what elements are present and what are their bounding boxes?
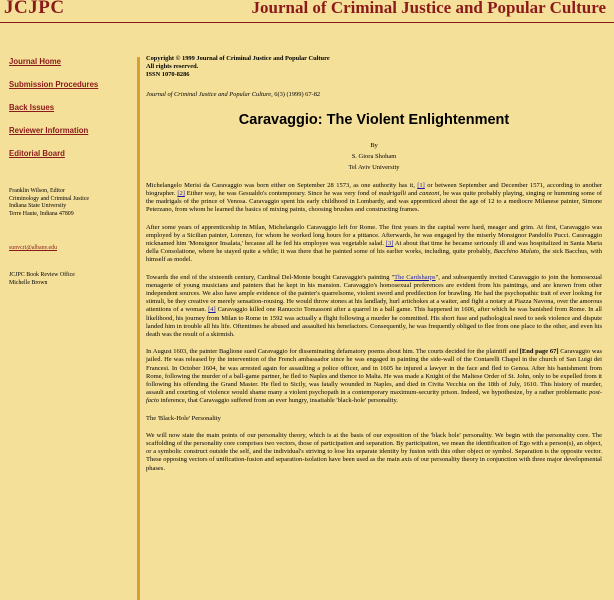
byline: [146, 140, 602, 173]
nav-editorial-board[interactable]: Editorial Board: [9, 149, 65, 158]
text-run: and: [406, 189, 420, 197]
review-line: JCJPC Book Review Office: [9, 272, 75, 278]
citation-volume: , 6(3) (1999) 67-82: [271, 91, 321, 99]
text-run: or between September and December 1571, according to another biographer.: [146, 181, 602, 197]
paragraph: [146, 182, 602, 215]
article-body: [146, 55, 602, 473]
editor-address: [9, 188, 89, 218]
italic-term: Bacchino Malato: [493, 248, 540, 256]
text-run: Caravaggio was jailed. He was released by the intervention of the French ambassador since he was engaged in painting the side-wall of the Contarelli Chapel in the church of San Luigi dei Francesi. In October 1604, he was arrested again for assaulting a police officer, and in 1605 he injured a lawyer in the face and fled to Genoa. After his banishment from Rome, following the murder of a ball-game partner, he fled to Naples and thence to Malta. He was made a Knight of the Maltese Order of St. John, only to be expelled from it following his offending the Grand Master. He fled to Sicily, was fatally wounded in Naples, and died in Civita Vecchia on the 18th of July, 1610. This history of murder, assault and courting of violence would shame many a violent psychopath in a contemporary maximum-security prison. Indeed, we hypothesize, by a rather problematic: [146, 348, 602, 397]
book-review-office: [9, 272, 75, 287]
copyright-notice: [146, 55, 602, 79]
italic-term: post-facto: [146, 389, 602, 405]
paragraph: [146, 348, 602, 405]
citation-journal: Journal of Criminal Justice and Popular Culture: [146, 91, 272, 99]
site-logo[interactable]: JCJPC: [4, 0, 65, 18]
copyright-line: Copyright © 1999 Journal of Criminal Justice and Popular Culture: [146, 55, 330, 62]
text-run: inference, that Caravaggio suffered from an ever hungry, insatiable 'black-hole' personality.: [159, 397, 398, 405]
editor-line: Criminology and Criminal Justice: [9, 195, 90, 202]
text-run: Towards the end of the sixteenth century, Cardinal Del-Monte bought Caravaggio's painting ": [146, 273, 395, 281]
copyright-line: All rights reserved.: [146, 63, 199, 71]
site-header: [0, 0, 614, 23]
footnote-link[interactable]: [1]: [417, 181, 425, 189]
review-line: Michelle Brown: [9, 279, 48, 286]
sidebar-divider: [137, 57, 140, 600]
text-run: Michelangelo Merisi da Caravaggio was born either on September 28 1573, as one authority has it,: [146, 181, 418, 189]
footnote-link[interactable]: [3]: [385, 239, 394, 247]
nav-back-issues[interactable]: Back Issues: [9, 103, 55, 112]
text-run: , the sick Bacchus, with himself as model.: [146, 248, 602, 264]
text-run: Either way, he was Gesualdo's contemporary. Since he was very fond of: [184, 189, 379, 197]
text-run: ", and subsequently invited Caravaggio to join the homosexual menagerie of young musicians and painters that he kept in his mansion. Caravaggio's homosexual preferences are evident from his paintings, and are known from other independent sources. We also have ample evidence of the painter's quarrelsome, violent sword and predilection for brawling. He had the psychopathic trait of ever looking for stimuli, be they creative or merely sensation-rousing. He would throw stones at his landlady, hurl artichokes at a waiter, and fight a notary at Piazza Navona, over the amorous attentions of a woman.: [146, 273, 602, 314]
sidebar: [0, 40, 135, 600]
section-heading: The 'Black-Hole' Personality: [146, 414, 221, 422]
paragraph: [146, 224, 602, 265]
editor-email-link[interactable]: sunvcri@albany.edu: [9, 245, 58, 251]
article-title: Caravaggio: The Violent Enlightenment: [238, 112, 510, 129]
author-name: S. Giora Shoham: [351, 152, 397, 160]
nav-submission-procedures[interactable]: Submission Procedures: [9, 80, 99, 89]
author-affiliation: Tel Aviv University: [348, 163, 400, 171]
nav-reviewer-information[interactable]: Reviewer Information: [9, 126, 89, 135]
italic-term: madrigalli: [378, 189, 407, 197]
journal-title[interactable]: Journal of Criminal Justice and Popular Culture: [251, 0, 606, 17]
page-marker: [End page 67]: [519, 348, 559, 356]
italic-term: canzoni: [419, 189, 440, 197]
paragraph: We will now state the main points of our personality theory, which is at the basis of our exposition of the 'black hole' personality. We begin with the personality core. The scaffolding of the personality core comprises two vectors, those of participation and separation. By participation, we mean the identification of Ego with a person(s), an object, or a symbolic construct outside the self, and the individual's striving to lose his separate identity by fusion with this other object or symbol. Separation is the opposite vector. These opposing vectors of unification-fusion and separation-isolation have been used as the main axis of our personality theory in conjunction with three major developmental phases.: [146, 431, 602, 472]
byline-by: By: [370, 141, 378, 149]
copyright-line: ISSN 1070-8286: [146, 71, 190, 79]
editor-line: Indiana State University: [9, 203, 67, 209]
text-run: , he was quite probably playing, singing or humming some of the madrigals of the prince of Venosa. Caravaggio spent his early childhood in Lombardy, and was apprenticed about the age of 12 to a mediocre Milanese painter, Simone Peterzano, from whom he learned the basics of mixing paints, choosing brushes and constructing frames.: [146, 189, 603, 214]
text-run: In August 1603, the painter Baglione sued Caravaggio for disseminating defamatory poems about him. The courts decided for the plaintiff and: [146, 348, 520, 356]
text-run: After some years of apprenticeship in Milan, Michelangelo Caravaggio left for Rome. The first years in the capital were hard, meager and grim. At first, Caravaggio was employed by a Sicilian painter, Lorenzo, for whom he worked long hours for a pittance. Afterwards, he was engaged by the miserly Monsignor Pandolfo Pucci. Caravaggio nicknamed him 'Monsignor Insalata,' because all he fed his employee was vegetable salad.: [146, 223, 602, 247]
footnote-link[interactable]: [2]: [177, 189, 185, 197]
editor-line: Terre Haute, Indiana 47809: [9, 210, 74, 217]
footnote-link[interactable]: [4]: [208, 306, 216, 314]
nav-journal-home[interactable]: Journal Home: [9, 57, 61, 66]
paragraph: [146, 274, 602, 340]
text-run: Caravaggio killed one Ranuccio Tomassoni after a quarrel in a ball game. This happened in 1606, after which he was banished from Rome. In all likelihood, his journey from Milan to Rome in 1592 was actually a flight following a murder he committed. His short fuse and pathological need to seek violence and dispute landed him in trouble all his life. Oftentimes he abused and assaulted his benefactors. Consequently, he was frequently obliged to flee from one place to the other, and even his death was the result of a skirmish.: [146, 306, 602, 338]
editor-line: Franklin Wilson, Editor: [9, 188, 65, 194]
text-run: At about that time he became seriously ill and was hospitalized in Santa Maria della Consolatione, where he stayed quite a while; it was there that he painted some of his earlier works, including, quite probably,: [146, 239, 602, 256]
citation: [146, 91, 602, 99]
painting-link[interactable]: The Cardsharps: [394, 273, 436, 281]
